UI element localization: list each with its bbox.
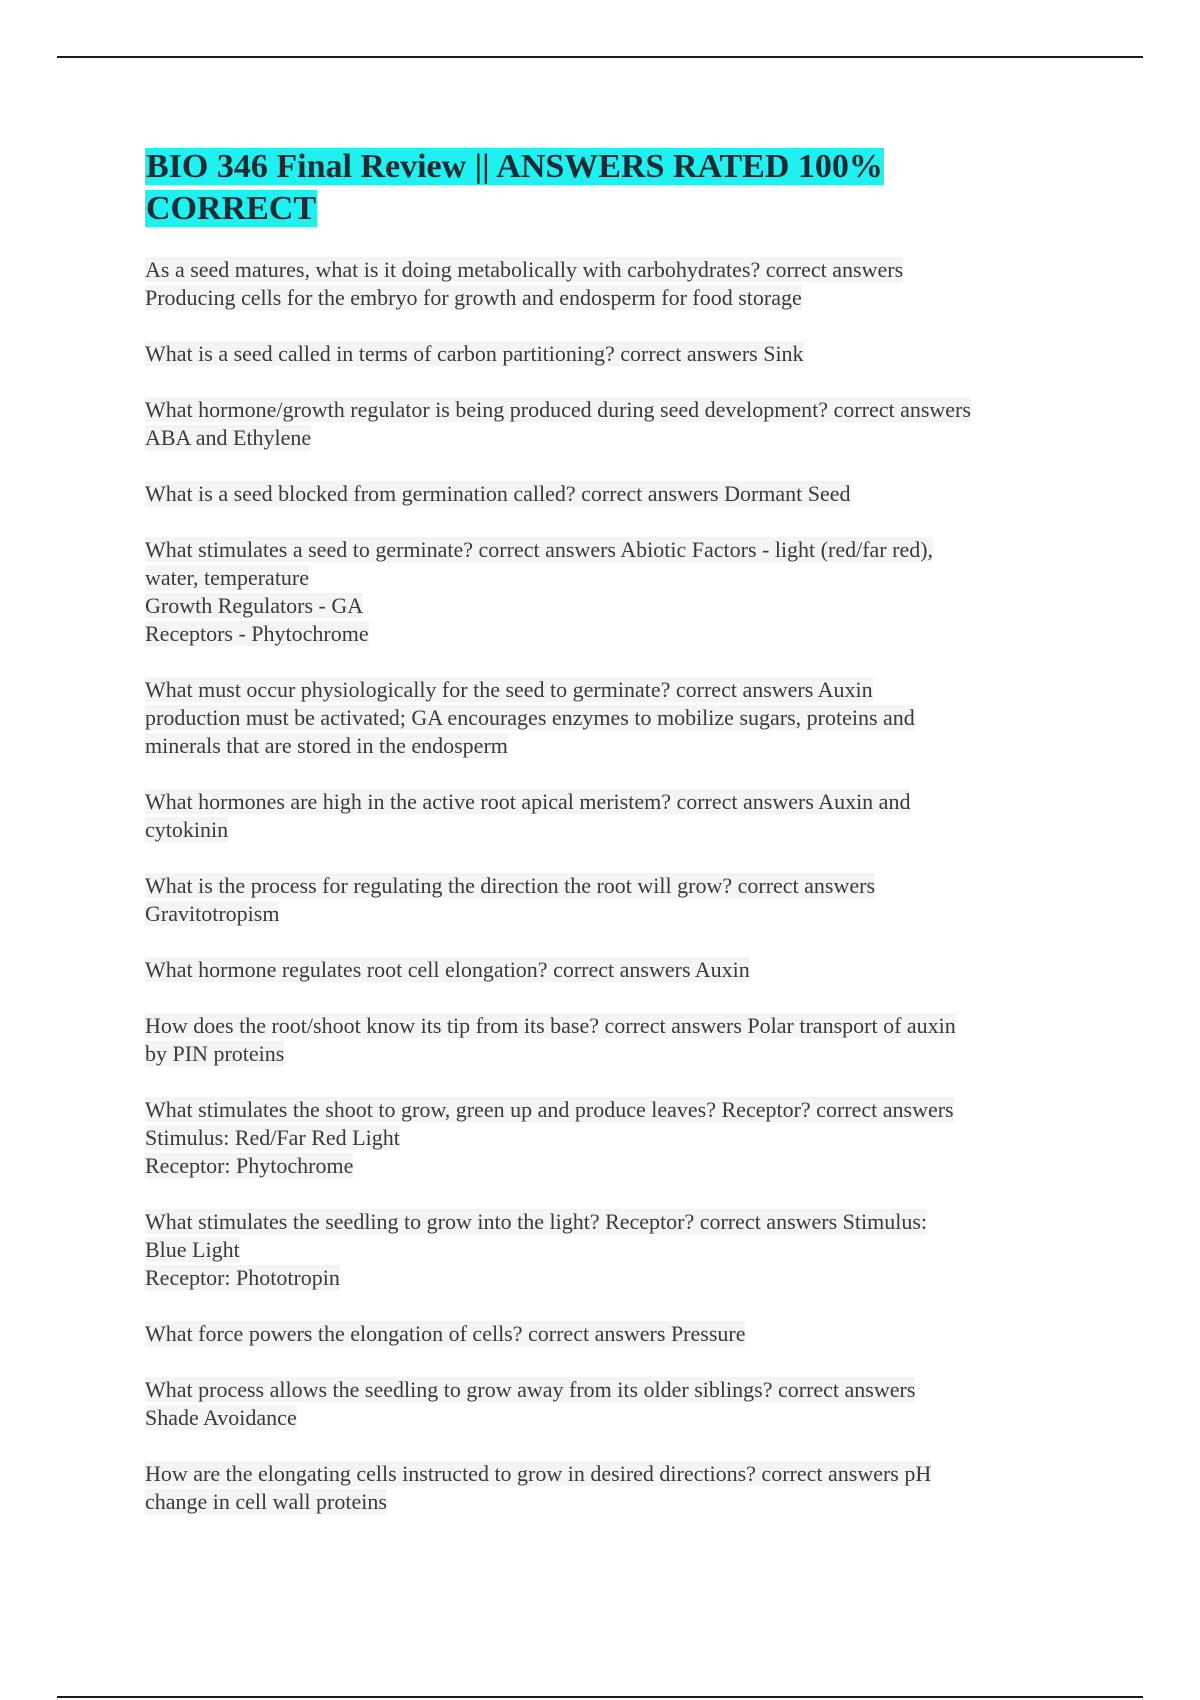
qa-line <box>145 592 1075 620</box>
qa-line <box>145 1040 1075 1068</box>
qa-text: Producing cells for the embryo for growth and endosperm for food storage <box>145 285 802 310</box>
qa-line <box>145 1264 1075 1292</box>
qa-item <box>145 788 1075 844</box>
qa-list <box>145 256 1075 1516</box>
qa-line <box>145 1208 1075 1236</box>
qa-item <box>145 676 1075 760</box>
qa-text: What hormones are high in the active root apical meristem? correct answers Auxin and <box>145 789 911 814</box>
qa-text: Stimulus: Red/Far Red Light <box>145 1125 400 1150</box>
qa-text: What hormone regulates root cell elongation? correct answers Auxin <box>145 957 750 982</box>
qa-text: What stimulates a seed to germinate? correct answers Abiotic Factors - light (red/far red), <box>145 537 934 562</box>
qa-line <box>145 1320 1075 1348</box>
qa-line <box>145 900 1075 928</box>
qa-line <box>145 620 1075 648</box>
qa-text: Blue Light <box>145 1237 240 1262</box>
qa-line <box>145 1012 1075 1040</box>
qa-line <box>145 1376 1075 1404</box>
qa-item <box>145 1096 1075 1180</box>
qa-line <box>145 256 1075 284</box>
qa-text: What is a seed called in terms of carbon partitioning? correct answers Sink <box>145 341 804 366</box>
qa-text: What process allows the seedling to grow away from its older siblings? correct answers <box>145 1377 916 1402</box>
qa-text: What force powers the elongation of cells? correct answers Pressure <box>145 1321 746 1346</box>
qa-item <box>145 1208 1075 1292</box>
qa-line <box>145 704 1075 732</box>
qa-item <box>145 256 1075 312</box>
qa-line <box>145 424 1075 452</box>
document-body <box>145 146 1075 1544</box>
qa-text: change in cell wall proteins <box>145 1489 387 1514</box>
qa-line <box>145 396 1075 424</box>
qa-text: minerals that are stored in the endosperm <box>145 733 508 758</box>
qa-text: production must be activated; GA encourages enzymes to mobilize sugars, proteins and <box>145 705 915 730</box>
qa-text: What hormone/growth regulator is being produced during seed development? correct answers <box>145 397 971 422</box>
qa-line <box>145 284 1075 312</box>
footer-rule <box>57 1696 1143 1698</box>
qa-item <box>145 396 1075 452</box>
qa-item <box>145 956 1075 984</box>
qa-text: What is a seed blocked from germination called? correct answers Dormant Seed <box>145 481 851 506</box>
qa-line <box>145 1152 1075 1180</box>
qa-line <box>145 732 1075 760</box>
qa-item <box>145 340 1075 368</box>
qa-text: water, temperature <box>145 565 310 590</box>
qa-text: What stimulates the seedling to grow into the light? Receptor? correct answers Stimulus: <box>145 1209 928 1234</box>
qa-text: Growth Regulators - GA <box>145 593 364 618</box>
qa-text: Receptor: Phototropin <box>145 1265 340 1290</box>
title-line-2: CORRECT <box>146 190 317 227</box>
qa-text: Gravitotropism <box>145 901 280 926</box>
qa-line <box>145 788 1075 816</box>
qa-text: As a seed matures, what is it doing metabolically with carbohydrates? correct answers <box>145 257 904 282</box>
qa-item <box>145 1460 1075 1516</box>
qa-line <box>145 956 1075 984</box>
qa-item <box>145 1376 1075 1432</box>
qa-item <box>145 1012 1075 1068</box>
qa-line <box>145 1404 1075 1432</box>
qa-text: Shade Avoidance <box>145 1405 297 1430</box>
qa-text: Receptor: Phytochrome <box>145 1153 354 1178</box>
qa-text: What is the process for regulating the direction the root will grow? correct answers <box>145 873 876 898</box>
qa-text: How does the root/shoot know its tip from its base? correct answers Polar transport of auxin <box>145 1013 956 1038</box>
qa-line <box>145 1460 1075 1488</box>
document-title <box>145 146 1075 230</box>
qa-item <box>145 480 1075 508</box>
qa-text: What must occur physiologically for the seed to germinate? correct answers Auxin <box>145 677 873 702</box>
qa-item <box>145 1320 1075 1348</box>
qa-line <box>145 564 1075 592</box>
qa-item <box>145 872 1075 928</box>
qa-line <box>145 816 1075 844</box>
qa-text: cytokinin <box>145 817 229 842</box>
title-line-1: BIO 346 Final Review || ANSWERS RATED 100% <box>146 148 883 185</box>
qa-line <box>145 1096 1075 1124</box>
qa-line <box>145 480 1075 508</box>
qa-line <box>145 536 1075 564</box>
qa-line <box>145 676 1075 704</box>
qa-line <box>145 1236 1075 1264</box>
header-rule <box>57 56 1143 58</box>
qa-text: ABA and Ethylene <box>145 425 312 450</box>
qa-line <box>145 872 1075 900</box>
qa-text: How are the elongating cells instructed to grow in desired directions? correct answers pH <box>145 1461 932 1486</box>
qa-line <box>145 340 1075 368</box>
qa-line <box>145 1488 1075 1516</box>
qa-line <box>145 1124 1075 1152</box>
qa-item <box>145 536 1075 648</box>
qa-text: by PIN proteins <box>145 1041 285 1066</box>
qa-text: What stimulates the shoot to grow, green up and produce leaves? Receptor? correct answers <box>145 1097 954 1122</box>
qa-text: Receptors - Phytochrome <box>145 621 369 646</box>
